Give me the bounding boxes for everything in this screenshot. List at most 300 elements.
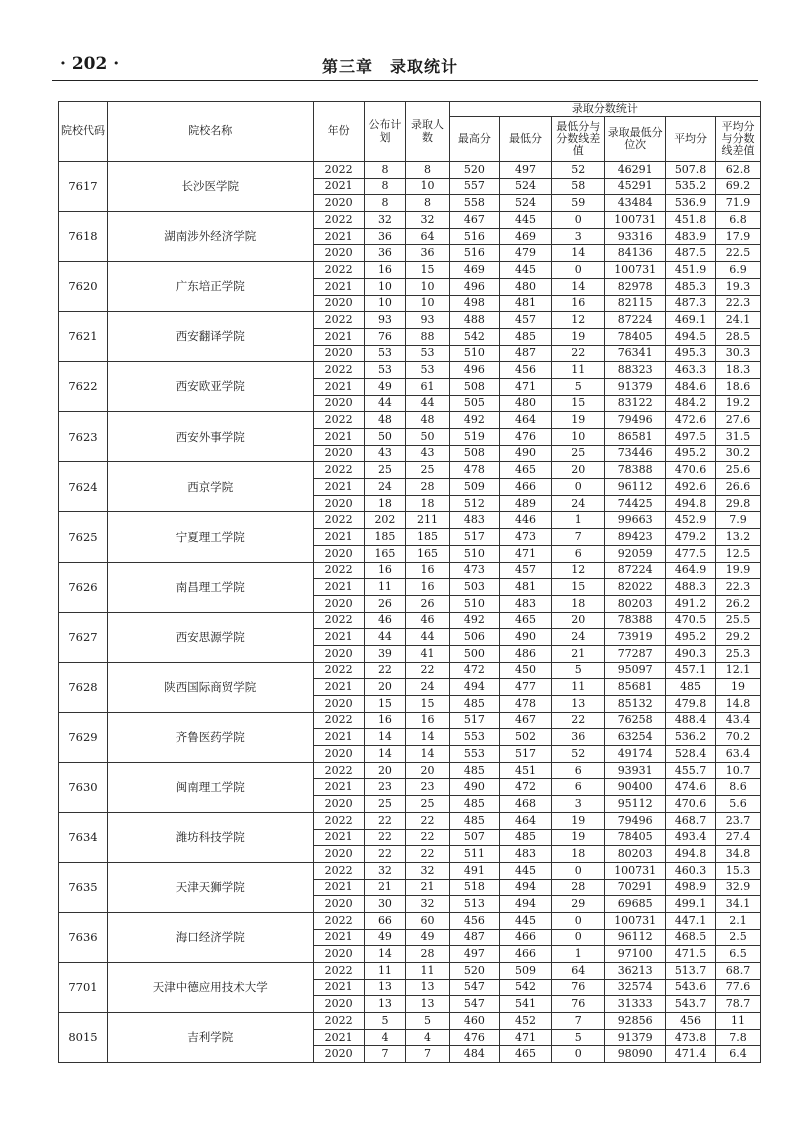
year-cell: 2020	[313, 445, 364, 462]
min-diff-cell: 64	[552, 963, 605, 980]
min-rank-cell: 87224	[605, 562, 666, 579]
min-cell: 497	[499, 162, 551, 179]
min-cell: 457	[499, 312, 551, 329]
min-rank-cell: 95112	[605, 796, 666, 813]
min-cell: 541	[499, 996, 551, 1013]
admitted-cell: 61	[406, 378, 450, 395]
min-diff-cell: 24	[552, 629, 605, 646]
min-cell: 465	[499, 612, 551, 629]
max-cell: 520	[449, 963, 499, 980]
avg-diff-cell: 27.6	[716, 412, 761, 429]
admitted-cell: 25	[406, 462, 450, 479]
min-rank-cell: 69685	[605, 896, 666, 913]
school-code: 7622	[59, 362, 108, 412]
year-cell: 2022	[313, 1013, 364, 1030]
avg-cell: 474.6	[666, 779, 716, 796]
plan-cell: 13	[364, 979, 406, 996]
min-rank-cell: 100731	[605, 262, 666, 279]
avg-diff-cell: 2.1	[716, 912, 761, 929]
header-avg: 平均分	[666, 117, 716, 162]
max-cell: 542	[449, 328, 499, 345]
admitted-cell: 4	[406, 1029, 450, 1046]
max-cell: 516	[449, 245, 499, 262]
min-rank-cell: 92059	[605, 545, 666, 562]
table-row	[59, 712, 761, 729]
max-cell: 488	[449, 312, 499, 329]
min-rank-cell: 97100	[605, 946, 666, 963]
admitted-cell: 46	[406, 612, 450, 629]
plan-cell: 23	[364, 779, 406, 796]
admitted-cell: 10	[406, 295, 450, 312]
plan-cell: 16	[364, 712, 406, 729]
max-cell: 496	[449, 362, 499, 379]
min-cell: 465	[499, 462, 551, 479]
plan-cell: 25	[364, 796, 406, 813]
table-row	[59, 312, 761, 329]
avg-cell: 455.7	[666, 762, 716, 779]
avg-cell: 463.3	[666, 362, 716, 379]
admitted-cell: 93	[406, 312, 450, 329]
max-cell: 485	[449, 812, 499, 829]
min-rank-cell: 78405	[605, 328, 666, 345]
school-code: 7626	[59, 562, 108, 612]
admitted-cell: 8	[406, 162, 450, 179]
min-cell: 481	[499, 579, 551, 596]
avg-cell: 451.9	[666, 262, 716, 279]
min-rank-cell: 91379	[605, 378, 666, 395]
year-cell: 2020	[313, 896, 364, 913]
min-cell: 445	[499, 912, 551, 929]
max-cell: 460	[449, 1013, 499, 1030]
plan-cell: 8	[364, 162, 406, 179]
school-code: 7623	[59, 412, 108, 462]
year-cell: 2021	[313, 479, 364, 496]
min-rank-cell: 91379	[605, 1029, 666, 1046]
min-diff-cell: 18	[552, 595, 605, 612]
min-diff-cell: 21	[552, 645, 605, 662]
avg-cell: 457.1	[666, 662, 716, 679]
min-diff-cell: 12	[552, 562, 605, 579]
max-cell: 496	[449, 278, 499, 295]
year-cell: 2020	[313, 545, 364, 562]
plan-cell: 22	[364, 829, 406, 846]
max-cell: 505	[449, 395, 499, 412]
min-rank-cell: 49174	[605, 746, 666, 763]
avg-cell: 492.6	[666, 479, 716, 496]
table-header	[59, 102, 761, 162]
year-cell: 2022	[313, 212, 364, 229]
avg-diff-cell: 8.6	[716, 779, 761, 796]
min-diff-cell: 5	[552, 1029, 605, 1046]
admitted-cell: 8	[406, 195, 450, 212]
school-code: 7620	[59, 262, 108, 312]
min-cell: 542	[499, 979, 551, 996]
min-cell: 478	[499, 696, 551, 713]
avg-cell: 488.3	[666, 579, 716, 596]
avg-cell: 451.8	[666, 212, 716, 229]
min-diff-cell: 6	[552, 762, 605, 779]
admitted-cell: 48	[406, 412, 450, 429]
plan-cell: 11	[364, 579, 406, 596]
min-cell: 457	[499, 562, 551, 579]
avg-cell: 493.4	[666, 829, 716, 846]
avg-cell: 495.2	[666, 445, 716, 462]
year-cell: 2020	[313, 195, 364, 212]
year-cell: 2020	[313, 996, 364, 1013]
avg-diff-cell: 26.2	[716, 595, 761, 612]
avg-cell: 460.3	[666, 862, 716, 879]
admitted-cell: 64	[406, 228, 450, 245]
min-diff-cell: 0	[552, 479, 605, 496]
header-name: 院校名称	[107, 102, 313, 162]
avg-cell: 471.4	[666, 1046, 716, 1063]
avg-cell: 485.3	[666, 278, 716, 295]
min-rank-cell: 89423	[605, 529, 666, 546]
avg-diff-cell: 70.2	[716, 729, 761, 746]
table-row	[59, 362, 761, 379]
min-rank-cell: 76258	[605, 712, 666, 729]
admitted-cell: 15	[406, 262, 450, 279]
year-cell: 2021	[313, 429, 364, 446]
avg-diff-cell: 17.9	[716, 228, 761, 245]
min-rank-cell: 86581	[605, 429, 666, 446]
min-diff-cell: 19	[552, 412, 605, 429]
year-cell: 2021	[313, 929, 364, 946]
plan-cell: 48	[364, 412, 406, 429]
header-admitted: 录取人数	[406, 102, 450, 162]
plan-cell: 24	[364, 479, 406, 496]
min-rank-cell: 73919	[605, 629, 666, 646]
min-diff-cell: 20	[552, 612, 605, 629]
avg-cell: 484.6	[666, 378, 716, 395]
max-cell: 483	[449, 512, 499, 529]
min-diff-cell: 52	[552, 162, 605, 179]
min-cell: 469	[499, 228, 551, 245]
max-cell: 456	[449, 912, 499, 929]
year-cell: 2021	[313, 278, 364, 295]
year-cell: 2022	[313, 262, 364, 279]
plan-cell: 165	[364, 545, 406, 562]
avg-diff-cell: 19	[716, 679, 761, 696]
min-cell: 490	[499, 629, 551, 646]
min-cell: 468	[499, 796, 551, 813]
max-cell: 517	[449, 712, 499, 729]
admitted-cell: 21	[406, 879, 450, 896]
year-cell: 2020	[313, 595, 364, 612]
min-rank-cell: 85681	[605, 679, 666, 696]
min-rank-cell: 74425	[605, 495, 666, 512]
min-cell: 476	[499, 429, 551, 446]
admitted-cell: 20	[406, 762, 450, 779]
plan-cell: 46	[364, 612, 406, 629]
max-cell: 506	[449, 629, 499, 646]
max-cell: 473	[449, 562, 499, 579]
school-code: 7627	[59, 612, 108, 662]
avg-diff-cell: 30.2	[716, 445, 761, 462]
school-name: 长沙医学院	[107, 162, 313, 212]
min-cell: 466	[499, 929, 551, 946]
min-diff-cell: 5	[552, 662, 605, 679]
avg-diff-cell: 28.5	[716, 328, 761, 345]
school-name: 潍坊科技学院	[107, 812, 313, 862]
min-diff-cell: 59	[552, 195, 605, 212]
year-cell: 2020	[313, 295, 364, 312]
school-code: 7628	[59, 662, 108, 712]
year-cell: 2021	[313, 1029, 364, 1046]
min-diff-cell: 58	[552, 178, 605, 195]
school-name: 湖南涉外经济学院	[107, 212, 313, 262]
table-row	[59, 262, 761, 279]
header-rule	[52, 80, 758, 81]
page-number: · 202 ·	[60, 54, 120, 74]
min-diff-cell: 1	[552, 512, 605, 529]
min-diff-cell: 12	[552, 312, 605, 329]
table-body	[59, 162, 761, 1063]
max-cell: 508	[449, 445, 499, 462]
year-cell: 2022	[313, 712, 364, 729]
min-rank-cell: 95097	[605, 662, 666, 679]
avg-diff-cell: 30.3	[716, 345, 761, 362]
year-cell: 2020	[313, 796, 364, 813]
min-diff-cell: 15	[552, 579, 605, 596]
avg-diff-cell: 26.6	[716, 479, 761, 496]
plan-cell: 14	[364, 746, 406, 763]
admitted-cell: 24	[406, 679, 450, 696]
min-rank-cell: 45291	[605, 178, 666, 195]
min-diff-cell: 0	[552, 929, 605, 946]
min-diff-cell: 19	[552, 812, 605, 829]
school-code: 7630	[59, 762, 108, 812]
admitted-cell: 28	[406, 946, 450, 963]
min-cell: 473	[499, 529, 551, 546]
avg-cell: 470.6	[666, 462, 716, 479]
year-cell: 2022	[313, 362, 364, 379]
avg-diff-cell: 77.6	[716, 979, 761, 996]
year-cell: 2021	[313, 328, 364, 345]
max-cell: 478	[449, 462, 499, 479]
min-cell: 446	[499, 512, 551, 529]
admitted-cell: 165	[406, 545, 450, 562]
avg-cell: 483.9	[666, 228, 716, 245]
school-code: 7635	[59, 862, 108, 912]
plan-cell: 16	[364, 262, 406, 279]
avg-diff-cell: 34.8	[716, 846, 761, 863]
year-cell: 2022	[313, 162, 364, 179]
table-row	[59, 412, 761, 429]
avg-cell: 477.5	[666, 545, 716, 562]
min-rank-cell: 77287	[605, 645, 666, 662]
table-row	[59, 662, 761, 679]
school-name: 齐鲁医药学院	[107, 712, 313, 762]
max-cell: 510	[449, 595, 499, 612]
min-cell: 467	[499, 712, 551, 729]
admitted-cell: 44	[406, 629, 450, 646]
min-rank-cell: 88323	[605, 362, 666, 379]
table-row	[59, 963, 761, 980]
max-cell: 492	[449, 612, 499, 629]
min-rank-cell: 85132	[605, 696, 666, 713]
avg-cell: 499.1	[666, 896, 716, 913]
school-code: 7617	[59, 162, 108, 212]
year-cell: 2022	[313, 662, 364, 679]
avg-cell: 543.6	[666, 979, 716, 996]
admitted-cell: 15	[406, 696, 450, 713]
min-diff-cell: 7	[552, 529, 605, 546]
max-cell: 467	[449, 212, 499, 229]
school-code: 7701	[59, 963, 108, 1013]
plan-cell: 32	[364, 212, 406, 229]
plan-cell: 7	[364, 1046, 406, 1063]
admitted-cell: 10	[406, 278, 450, 295]
plan-cell: 11	[364, 963, 406, 980]
min-diff-cell: 5	[552, 378, 605, 395]
year-cell: 2022	[313, 963, 364, 980]
admitted-cell: 11	[406, 963, 450, 980]
min-rank-cell: 84136	[605, 245, 666, 262]
avg-diff-cell: 23.7	[716, 812, 761, 829]
min-diff-cell: 22	[552, 712, 605, 729]
avg-cell: 456	[666, 1013, 716, 1030]
avg-diff-cell: 19.3	[716, 278, 761, 295]
admitted-cell: 26	[406, 595, 450, 612]
min-rank-cell: 79496	[605, 812, 666, 829]
max-cell: 516	[449, 228, 499, 245]
max-cell: 517	[449, 529, 499, 546]
min-diff-cell: 19	[552, 328, 605, 345]
plan-cell: 14	[364, 729, 406, 746]
admitted-cell: 18	[406, 495, 450, 512]
admitted-cell: 211	[406, 512, 450, 529]
min-diff-cell: 19	[552, 829, 605, 846]
avg-diff-cell: 15.3	[716, 862, 761, 879]
min-rank-cell: 78388	[605, 462, 666, 479]
page-header	[52, 52, 758, 80]
year-cell: 2020	[313, 1046, 364, 1063]
admitted-cell: 60	[406, 912, 450, 929]
year-cell: 2022	[313, 512, 364, 529]
admitted-cell: 88	[406, 328, 450, 345]
school-name: 西京学院	[107, 462, 313, 512]
max-cell: 512	[449, 495, 499, 512]
avg-cell: 470.6	[666, 796, 716, 813]
avg-diff-cell: 6.9	[716, 262, 761, 279]
admitted-cell: 13	[406, 996, 450, 1013]
admitted-cell: 14	[406, 746, 450, 763]
avg-diff-cell: 6.8	[716, 212, 761, 229]
avg-diff-cell: 78.7	[716, 996, 761, 1013]
plan-cell: 44	[364, 395, 406, 412]
admitted-cell: 10	[406, 178, 450, 195]
min-rank-cell: 92856	[605, 1013, 666, 1030]
min-cell: 464	[499, 412, 551, 429]
table-row	[59, 612, 761, 629]
avg-cell: 495.2	[666, 629, 716, 646]
min-diff-cell: 28	[552, 879, 605, 896]
plan-cell: 18	[364, 495, 406, 512]
plan-cell: 16	[364, 562, 406, 579]
avg-cell: 487.5	[666, 245, 716, 262]
avg-cell: 536.2	[666, 729, 716, 746]
year-cell: 2021	[313, 679, 364, 696]
min-diff-cell: 76	[552, 996, 605, 1013]
avg-diff-cell: 25.5	[716, 612, 761, 629]
school-name: 陕西国际商贸学院	[107, 662, 313, 712]
plan-cell: 25	[364, 462, 406, 479]
avg-diff-cell: 18.3	[716, 362, 761, 379]
min-diff-cell: 0	[552, 862, 605, 879]
avg-cell: 473.8	[666, 1029, 716, 1046]
admitted-cell: 5	[406, 1013, 450, 1030]
school-code: 7625	[59, 512, 108, 562]
header-avg-diff: 平均分与分数线差值	[716, 117, 761, 162]
min-cell: 466	[499, 479, 551, 496]
avg-diff-cell: 34.1	[716, 896, 761, 913]
year-cell: 2021	[313, 879, 364, 896]
admitted-cell: 53	[406, 362, 450, 379]
avg-cell: 535.2	[666, 178, 716, 195]
year-cell: 2022	[313, 862, 364, 879]
school-name: 吉利学院	[107, 1013, 313, 1063]
avg-cell: 468.7	[666, 812, 716, 829]
year-cell: 2020	[313, 345, 364, 362]
avg-cell: 447.1	[666, 912, 716, 929]
header-max: 最高分	[449, 117, 499, 162]
min-cell: 486	[499, 645, 551, 662]
avg-diff-cell: 18.6	[716, 378, 761, 395]
min-rank-cell: 87224	[605, 312, 666, 329]
min-diff-cell: 13	[552, 696, 605, 713]
year-cell: 2022	[313, 812, 364, 829]
avg-cell: 513.7	[666, 963, 716, 980]
year-cell: 2022	[313, 462, 364, 479]
plan-cell: 39	[364, 645, 406, 662]
max-cell: 500	[449, 645, 499, 662]
max-cell: 485	[449, 796, 499, 813]
school-name: 西安欧亚学院	[107, 362, 313, 412]
avg-cell: 479.2	[666, 529, 716, 546]
min-rank-cell: 96112	[605, 929, 666, 946]
avg-diff-cell: 63.4	[716, 746, 761, 763]
table-row	[59, 1013, 761, 1030]
school-code: 7621	[59, 312, 108, 362]
min-diff-cell: 1	[552, 946, 605, 963]
avg-cell: 485	[666, 679, 716, 696]
min-diff-cell: 16	[552, 295, 605, 312]
chapter-title: 第三章 录取统计	[322, 57, 459, 76]
plan-cell: 4	[364, 1029, 406, 1046]
min-diff-cell: 25	[552, 445, 605, 462]
header-plan: 公布计划	[364, 102, 406, 162]
admitted-cell: 22	[406, 662, 450, 679]
min-diff-cell: 0	[552, 262, 605, 279]
admitted-cell: 22	[406, 846, 450, 863]
avg-cell: 494.8	[666, 846, 716, 863]
max-cell: 491	[449, 862, 499, 879]
year-cell: 2021	[313, 378, 364, 395]
min-rank-cell: 90400	[605, 779, 666, 796]
avg-cell: 490.3	[666, 645, 716, 662]
school-name: 海口经济学院	[107, 912, 313, 962]
min-cell: 517	[499, 746, 551, 763]
avg-diff-cell: 19.2	[716, 395, 761, 412]
max-cell: 503	[449, 579, 499, 596]
avg-diff-cell: 31.5	[716, 429, 761, 446]
min-diff-cell: 11	[552, 679, 605, 696]
max-cell: 509	[449, 479, 499, 496]
plan-cell: 185	[364, 529, 406, 546]
min-cell: 477	[499, 679, 551, 696]
max-cell: 510	[449, 345, 499, 362]
